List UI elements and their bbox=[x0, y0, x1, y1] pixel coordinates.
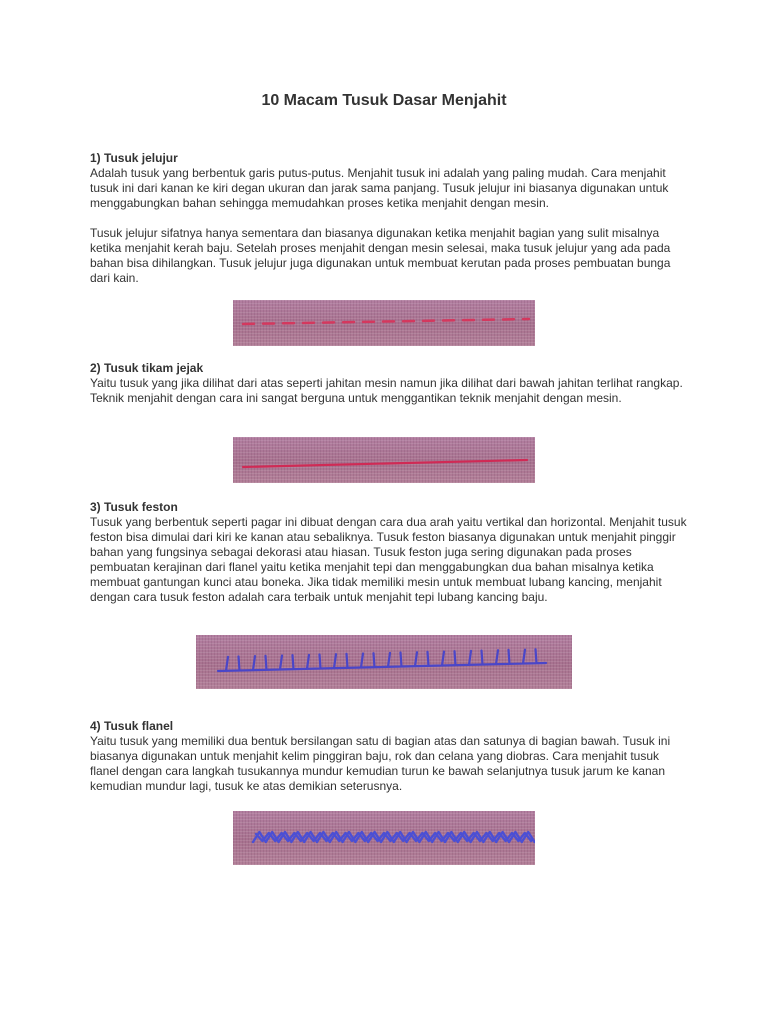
section-tusuk-tikam-jejak bbox=[90, 361, 690, 406]
backstitch-graphic bbox=[233, 437, 535, 483]
stitch-photo-jelujur bbox=[233, 300, 535, 346]
herringbone-stitch-graphic bbox=[233, 811, 535, 865]
section-heading: 3) Tusuk feston bbox=[90, 500, 178, 514]
section-tusuk-feston bbox=[90, 500, 690, 605]
stitch-photo-flanel bbox=[233, 811, 535, 865]
section-paragraph: Tusuk yang berbentuk seperti pagar ini dibuat dengan cara dua arah yaitu vertikal dan horizontal. Menjahit tusuk feston bisa dimulai dari kiri ke kanan atau sebaliknya. Tusuk feston biasanya digunakan untuk menjahit pinggir bahan yang fungsinya sebagai dekorasi atau hiasan. Tusuk feston juga sering digunakan pada proses pembuatan kerajinan dari flanel yaitu ketika menjahit tepi dan menggabungkan dua bahan misalnya ketika membuat gantungan kunci atau boneka. Jika tidak memiliki mesin untuk membuat lubang kancing, menjahit dengan cara tusuk feston adalah cara terbaik untuk menjahit tepi lubang kancing baju. bbox=[90, 515, 687, 604]
running-stitch-graphic bbox=[233, 300, 535, 346]
blanket-stitch-graphic bbox=[196, 635, 572, 689]
stitch-photo-feston bbox=[196, 635, 572, 689]
stitch-photo-tikam-jejak bbox=[233, 437, 535, 483]
section-heading: 2) Tusuk tikam jejak bbox=[90, 361, 204, 375]
section-tusuk-flanel bbox=[90, 719, 690, 794]
section-paragraph: Yaitu tusuk yang jika dilihat dari atas seperti jahitan mesin namun jika dilihat dari bawah jahitan terlihat rangkap. Teknik menjahit dengan cara ini sangat berguna untuk menggantikan teknik menjahit dengan mesin. bbox=[90, 376, 683, 405]
page-title: 10 Macam Tusuk Dasar Menjahit bbox=[261, 92, 507, 109]
section-tusuk-jelujur bbox=[90, 151, 690, 286]
section-paragraph: Adalah tusuk yang berbentuk garis putus-putus. Menjahit tusuk ini adalah yang paling mudah. Cara menjahit tusuk ini dari kanan ke kiri degan ukuran dan jarak sama panjang. Tusuk jelujur ini biasanya digunakan untuk menggabungkan bahan sehingga memudahkan proses ketika menjahit dengan mesin. bbox=[90, 166, 669, 210]
section-paragraph: Tusuk jelujur sifatnya hanya sementara dan biasanya digunakan ketika menjahit bagian yang sulit misalnya ketika menjahit kerah baju. Setelah proses menjahit dengan mesin selesai, maka tusuk jelujur yang ada pada bahan bisa dihilangkan. Tusuk jelujur juga digunakan untuk membuat kerutan pada proses pembuatan bunga dari kain. bbox=[90, 226, 671, 285]
section-heading: 1) Tusuk jelujur bbox=[90, 151, 178, 165]
section-paragraph: Yaitu tusuk yang memiliki dua bentuk bersilangan satu di bagian atas dan satunya di bagian bawah. Tusuk ini biasanya digunakan untuk menjahit kelim pinggiran baju, rok dan celana yang diobras. Cara menjahit tusuk flanel dengan cara langkah tusukannya mundur kemudian turun ke bawah selanjutnya tusuk jarum ke kanan kemudian mundur lagi, tusuk ke atas demikian seterusnya. bbox=[90, 734, 671, 793]
section-heading: 4) Tusuk flanel bbox=[90, 719, 174, 733]
